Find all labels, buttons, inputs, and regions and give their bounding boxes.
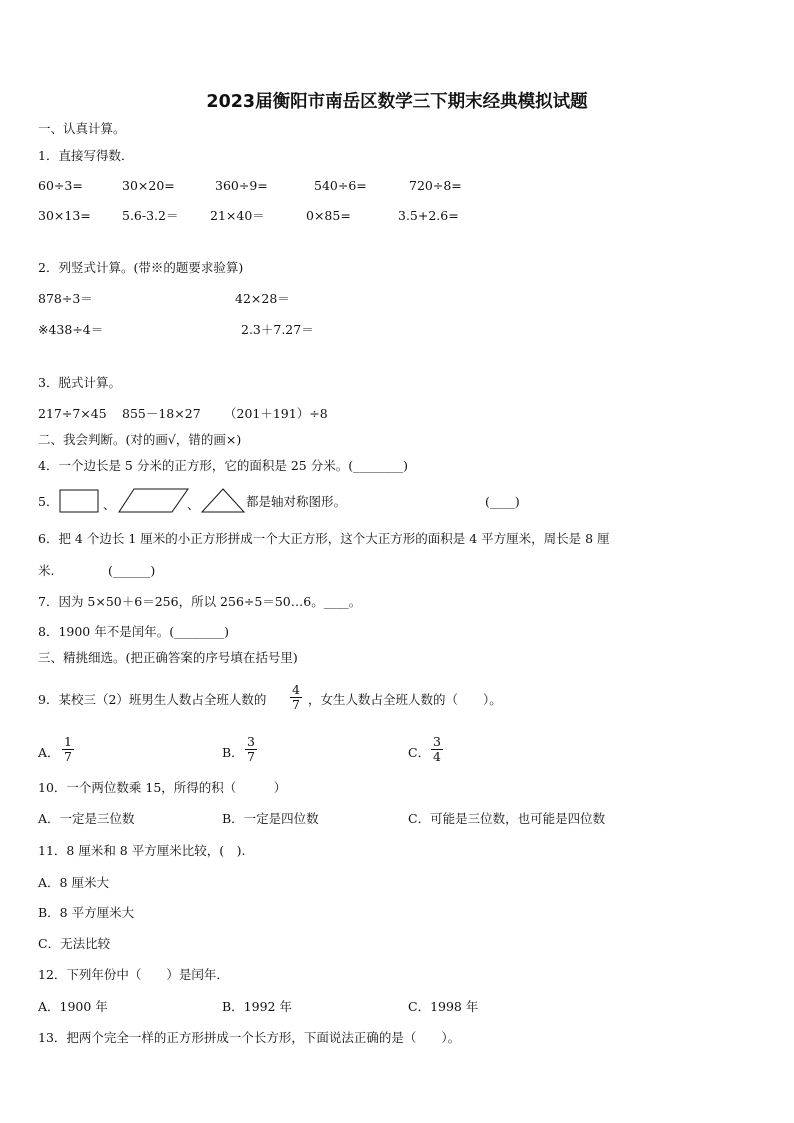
question-4: 4．一个边长是 5 分米的正方形，它的面积是 25 分米。(________) [38, 458, 408, 473]
q2-item: 878÷3＝ [38, 291, 93, 306]
q11-stem: 11．8 厘米和 8 平方厘米比较，( ). [38, 843, 246, 858]
q1-item: 360÷9= [215, 178, 268, 193]
q9-option-b-fraction [245, 735, 257, 764]
q11-option: B．8 平方厘米大 [38, 905, 135, 920]
q3-item: 217÷7×45 [38, 406, 107, 421]
q3-label: 3．脱式计算。 [38, 375, 121, 390]
fraction-numerator: 1 [64, 734, 72, 749]
q2-item: 2.3＋7.27＝ [241, 322, 314, 337]
q5-separator: 、 [187, 497, 200, 512]
q1-item: 540÷6= [314, 178, 367, 193]
question-6: 6．把 4 个边长 1 厘米的小正方形拼成一个大正方形，这个大正方形的面积是 4 平方厘米，周长是 8 厘 [38, 531, 610, 546]
fraction-denominator: 7 [64, 749, 72, 764]
q9-stem: 9．某校三（2）班男生人数占全班人数的 [38, 692, 267, 707]
section-3-heading: 三、精挑细选。(把正确答案的序号填在括号里) [38, 650, 298, 665]
q1-item: 3.5+2.6= [398, 208, 459, 223]
q5-separator: 、 [103, 497, 116, 512]
question-6-continued: 米. [38, 563, 55, 578]
q1-item: 30×20= [122, 178, 175, 193]
q11-option: C．无法比较 [38, 936, 111, 951]
q2-label: 2．列竖式计算。(带※的题要求验算) [38, 260, 244, 275]
q12-option: C．1998 年 [408, 999, 479, 1014]
q9-stem-continued: ，女生人数占全班人数的（ ）。 [308, 692, 502, 707]
parallelogram-figure [118, 488, 190, 514]
q10-option: A．一定是三位数 [38, 811, 135, 826]
q3-item: 855－18×27 [122, 406, 201, 421]
fraction-denominator: 7 [292, 697, 300, 712]
q12-stem: 12．下列年份中（ ）是闰年． [38, 967, 229, 982]
question-7: 7．因为 5×50＋6＝256，所以 256÷5＝50…6。____。 [38, 594, 362, 609]
q10-stem: 10．一个两位数乘 15，所得的积（ ） [38, 780, 287, 795]
rectangle-figure [59, 489, 101, 513]
fraction-denominator: 7 [247, 749, 255, 764]
question-13: 13．把两个完全一样的正方形拼成一个长方形，下面说法正确的是（ ）。 [38, 1030, 461, 1045]
question-8: 8．1900 年不是闰年。(________) [38, 624, 229, 639]
q2-item: 42×28＝ [235, 291, 290, 306]
q9-fraction [290, 683, 302, 712]
q5-answer-blank: (____) [485, 494, 520, 509]
q1-item: 21×40＝ [210, 208, 265, 223]
q9-option-label: B． [222, 745, 244, 760]
q12-option: B．1992 年 [222, 999, 292, 1014]
q5-number: 5． [38, 494, 59, 509]
fraction-numerator: 3 [433, 734, 441, 749]
q10-option: B．一定是四位数 [222, 811, 319, 826]
fraction-numerator: 3 [247, 734, 255, 749]
q12-option: A．1900 年 [38, 999, 108, 1014]
fraction-numerator: 4 [292, 682, 300, 697]
q9-option-c-fraction [431, 735, 443, 764]
q1-item: 720÷8= [409, 178, 462, 193]
q6-answer-blank: (______) [108, 563, 156, 578]
section-2-heading: 二、我会判断。(对的画√，错的画×) [38, 432, 242, 447]
q2-item: ※438÷4＝ [38, 322, 104, 337]
q10-option: C．可能是三位数，也可能是四位数 [408, 811, 606, 826]
q1-item: 5.6-3.2＝ [122, 208, 179, 223]
q9-option-label: A． [38, 745, 60, 760]
q9-option-a-fraction [62, 735, 74, 764]
page-title: 2023届衡阳市南岳区数学三下期末经典模拟试题 [206, 92, 588, 112]
q3-item: （201＋191）÷8 [224, 406, 328, 421]
q1-label: 1．直接写得数． [38, 148, 134, 163]
q1-item: 0×85= [306, 208, 351, 223]
section-1-heading: 一、认真计算。 [38, 121, 126, 136]
q1-item: 60÷3= [38, 178, 83, 193]
q9-option-label: C． [408, 745, 431, 760]
triangle-figure [201, 488, 245, 514]
fraction-denominator: 4 [433, 749, 441, 764]
q5-text: 都是轴对称图形。 [246, 494, 347, 509]
q11-option: A．8 厘米大 [38, 875, 109, 890]
q1-item: 30×13= [38, 208, 91, 223]
